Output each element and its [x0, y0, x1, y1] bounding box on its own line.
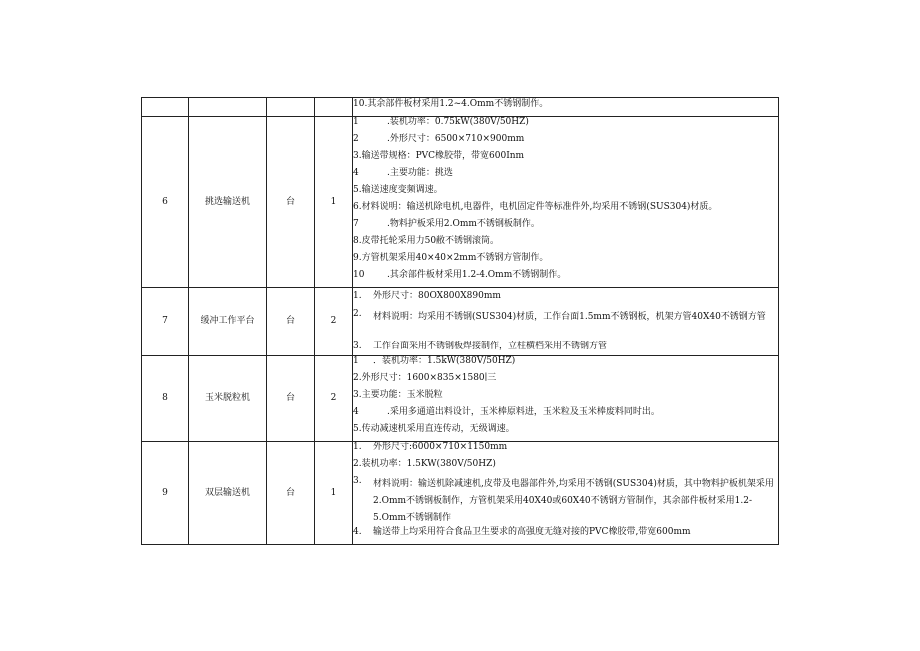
- desc-line: 6.材料说明：输送机除电机,电器件，电机固定件等标准件外,均采用不锈钢(SUS304)材质。: [353, 202, 718, 212]
- item-number-cell: 6: [142, 117, 189, 288]
- desc-line: 1 ．装机功率：1.5kW(380V/50HZ): [353, 356, 516, 366]
- item-unit-cell: 台: [267, 288, 315, 356]
- item-name-cell: [189, 98, 267, 117]
- item-desc-cell: [353, 288, 779, 356]
- item-unit-cell: 台: [267, 442, 315, 545]
- desc-line: 4. 输送带上均采用符合食品卫生要求的高强度无缝对接的PVC橡胶带,带宽600mm: [353, 527, 691, 537]
- item-qty-cell: 2: [315, 356, 353, 442]
- item-name-cell: 挑选输送机: [189, 117, 267, 288]
- desc-line: 9.方管机架采用40×40×2mm不锈钢方管制作。: [353, 253, 549, 263]
- desc-line: 1 .装机功率：0.75kW(380V/50HZ): [353, 117, 529, 127]
- item-number-cell: 7: [142, 288, 189, 356]
- item-desc-cell: [353, 117, 779, 288]
- desc-line: 2.装机功率：1.5KW(380V/50HZ): [353, 459, 496, 469]
- table-row: [142, 356, 779, 442]
- item-number-cell: [142, 98, 189, 117]
- desc-line: 5.传动减速机采用直连传动，无级调速。: [353, 424, 515, 434]
- desc-line: 5.输送速度变频调速。: [353, 185, 443, 195]
- item-number-cell: 8: [142, 356, 189, 442]
- item-name-cell: 玉米脱粒机: [189, 356, 267, 442]
- item-unit-cell: 台: [267, 356, 315, 442]
- item-qty-cell: 1: [315, 442, 353, 545]
- item-desc-cell: [353, 442, 779, 545]
- table-row: [142, 442, 779, 545]
- desc-line: 2. 材料说明：均采用不锈钢(SUS304)材质，工作台面1.5mm不锈钢板，机架方管40X40不锈钢方管: [353, 308, 766, 322]
- item-qty-cell: 2: [315, 288, 353, 356]
- desc-line: 8.皮带托轮采用力50敝不锈钢滚筒。: [353, 236, 500, 246]
- equipment-spec-table: [141, 97, 779, 545]
- desc-line: 7 .物料护板采用2.Omm不锈钢板制作。: [353, 219, 540, 229]
- table-row: [142, 288, 779, 356]
- item-qty-cell: [315, 98, 353, 117]
- desc-line: 3.输送带规格：PVC橡胶带，带宽600Inm: [353, 151, 525, 161]
- item-unit-cell: [267, 98, 315, 117]
- item-number-cell: 9: [142, 442, 189, 545]
- table-row: [142, 98, 779, 117]
- item-name-cell: 缓冲工作平台: [189, 288, 267, 356]
- item-desc-cell: [353, 98, 779, 117]
- desc-line: 3.主要功能：玉米脱粒: [353, 390, 443, 400]
- desc-line: 2.外形尺寸：1600×835×1580∣三: [353, 373, 497, 383]
- desc-line: 3. 材料说明：输送机除减速机,皮带及电器部件外,均采用不锈钢(SUS304)材质，其中物料护板机架采用2.Omm不锈钢板制作，方管机架采用40X40或60X40不锈钢方管制作，其余部件板材采用1.2-5.Omm不锈钢制作: [353, 476, 774, 523]
- desc-line: 4 .采用多通道出料设计，玉米棒原料进，玉米粒及玉米棒废料同时出。: [353, 407, 660, 417]
- item-unit-cell: 台: [267, 117, 315, 288]
- desc-line: 4 .主要功能：挑选: [353, 168, 453, 178]
- table-row: [142, 117, 779, 288]
- desc-line: 3. 工作台面采用不锈钢板焊接制作，立柱横档采用不锈钢方管: [353, 340, 608, 351]
- desc-line: 10 .其余部件板材采用1.2-4.Omm不锈钢制作。: [353, 270, 567, 280]
- item-name-cell: 双层输送机: [189, 442, 267, 545]
- item-qty-cell: 1: [315, 117, 353, 288]
- item-desc-cell: [353, 356, 779, 442]
- desc-line: 2 .外形尺寸：6500×710×900mm: [353, 134, 525, 144]
- desc-line: 1. 外形尺寸:6000×710×1150mm: [353, 442, 508, 452]
- desc-line: 1. 外形尺寸：80OX800X890mm: [353, 290, 501, 301]
- desc-line: 10.其余部件板材采用1.2~4.Omm不锈钢制作。: [353, 98, 549, 109]
